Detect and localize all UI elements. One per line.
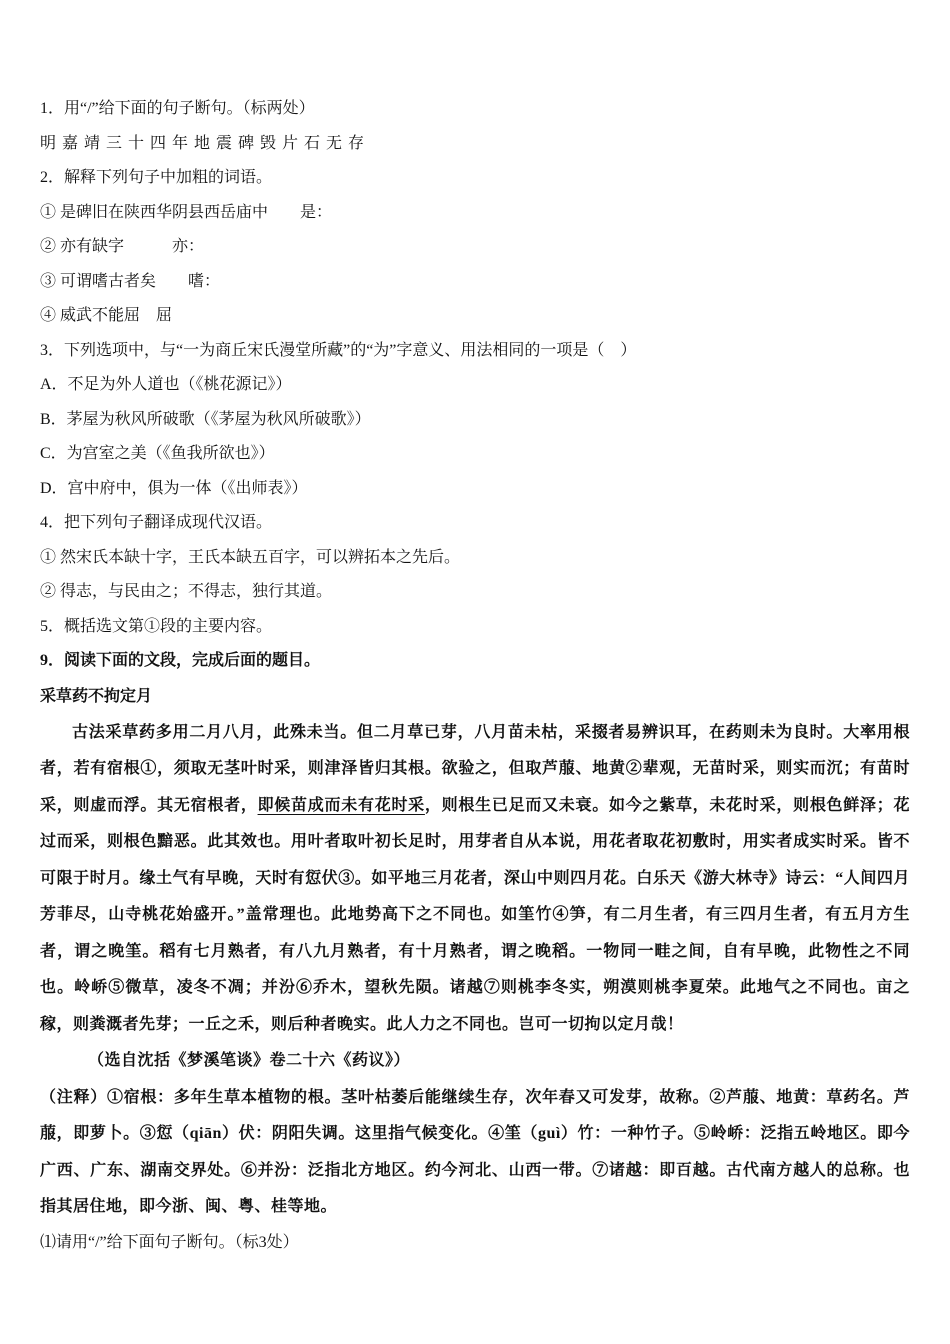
passage-title: 采草药不拘定月 <box>40 687 153 705</box>
question-3-option-d: D．宫中府中，俱为一体（《出师表》） <box>40 479 308 497</box>
question-3-prompt: 3．下列选项中，与“一为商丘宋氏漫堂所藏”的“为”字意义、用法相同的一项是（ ） <box>40 341 637 359</box>
passage-text-before-underline: 古法采草药多用二月八月，此殊未当。但二月草已芽，八月苗未枯，采掇者易辨识耳，在药则未为良时。大率用根者，若有宿根①，须取无茎叶时采，则津泽皆归其根。欲验之，但取芦菔、地黄②辈观，无苗时采，则实而沉；有苗时采，则虚而浮。其无宿根者， <box>40 723 910 814</box>
passage-notes: （注释）①宿根：多年生草本植物的根。茎叶枯萎后能继续生存，次年春又可发芽，故称。②芦菔、地黄：草药名。芦菔，即萝卜。③愆（qiān）伏：阴阳失调。这里指气候变化。④筀（guì）竹：一种竹子。⑤岭峤：泛指五岭地区。即今广西、广东、湖南交界处。⑥并汾：泛指北方地区。约今河北、山西一带。⑦诸越：即百越。古代南方越人的总称。也指其居住地，即今浙、闽、粤、桂等地。 <box>40 1088 910 1215</box>
question-2-item-3: ③ 可谓嗜古者矣 嗜： <box>40 272 221 290</box>
question-3-option-b: B．茅屋为秋风所破歌（《茅屋为秋风所破歌》） <box>40 410 371 428</box>
question-1-sentence: 明 嘉 靖 三 十 四 年 地 震 碑 毁 片 石 无 存 <box>40 134 366 152</box>
passage-underlined-phrase: 即候苗成而未有花时采 <box>257 796 425 814</box>
question-1-prompt: 1．用“/”给下面的句子断句。（标两处） <box>40 100 315 117</box>
question-3-option-a: A．不足为外人道也（《桃花源记》） <box>40 376 292 393</box>
passage-body <box>40 715 910 1044</box>
question-9-number: 9． <box>40 652 65 669</box>
passage-source: （选自沈括《梦溪笔谈》卷二十六《药议》） <box>88 1052 411 1069</box>
question-4-item-1: ① 然宋氏本缺十字，王氏本缺五百字，可以辨拓本之先后。 <box>40 548 461 566</box>
question-9-prompt-text: 阅读下面的文段，完成后面的题目。 <box>64 652 321 669</box>
question-9-prompt <box>40 644 910 679</box>
question-2-item-4: ④ 威武不能屈 屈 <box>40 307 173 324</box>
question-2-item-2: ② 亦有缺字 亦： <box>40 238 205 255</box>
question-5-prompt: 5．概括选文第①段的主要内容。 <box>40 617 273 635</box>
question-4-item-2: ② 得志，与民由之；不得志，独行其道。 <box>40 583 333 600</box>
question-4-prompt: 4．把下列句子翻译成现代汉语。 <box>40 514 273 531</box>
question-3-option-c: C．为宫室之美（《鱼我所欲也》） <box>40 445 275 462</box>
passage-text-after-underline: ，则根生已足而又未衰。如今之紫草，未花时采，则根色鲜泽；花过而采，则根色黯恶。此其效也。用叶者取叶初长足时，用芽者自从本说，用花者取花初敷时，用实者成实时采。皆不可限于时月。缘土气有早晚，天时有愆伏③。如平地三月花者，深山中则四月花。白乐天《游大林寺》诗云：“人间四月芳菲尽，山寺桃花始盛开。”盖常理也。此地势高下之不同也。如筀竹④笋，有二月生者，有三四月生者，有五月方生者，谓之晚筀。稻有七月熟者，有八九月熟者，有十月熟者，谓之晚稻。一物同一畦之间，自有早晚，此物性之不同也。岭峤⑤微草，凌冬不凋；并汾⑥乔木，望秋先陨。诸越⑦则桃李冬实，朔漠则桃李夏荣。此地气之不同也。亩之稼，则粪溉者先芽；一丘之禾，则后种者晚实。此人力之不同也。岂可一切拘以定月哉！ <box>40 796 910 1033</box>
question-2-item-1: ① 是碑旧在陕西华阴县西岳庙中 是： <box>40 203 333 221</box>
question-9-sub-1: ⑴请用“/”给下面句子断句。（标3处） <box>40 1233 299 1251</box>
question-2-prompt: 2．解释下列句子中加粗的词语。 <box>40 169 273 186</box>
